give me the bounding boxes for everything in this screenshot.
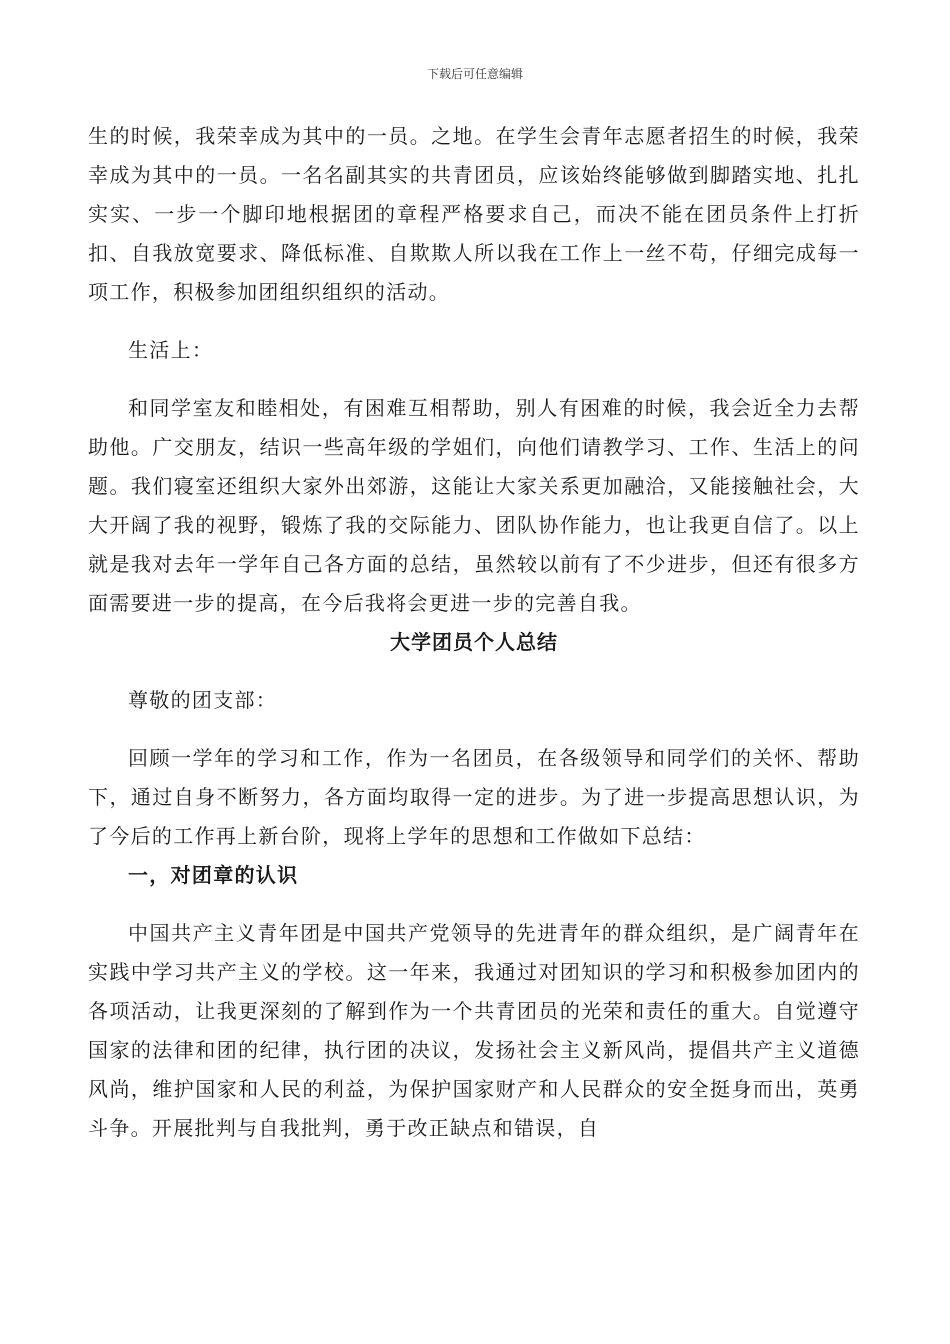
salutation: 尊敬的团支部： (128, 688, 278, 712)
paragraph-life: 和同学室友和睦相处，有困难互相帮助，别人有困难的时候，我会近全力去帮助他。广交朋友，结识一些高年级的学姐们，向他们请教学习、工作、生活上的问题。我们寝室还组织大家外出郊游，这能让大家关系更加融洽，又能接触社会，大大开阔了我的视野，锻炼了我的交际能力、团队协作能力，也让我更自信了。以上就是我对去年一学年自己各方面的总结，虽然较以前有了不少进步，但还有很多方面需要进一步的提高，在今后我将会更进一步的完善自我。 (88, 396, 860, 615)
paragraph-continuation: 生的时候，我荣幸成为其中的一员。之地。在学生会青年志愿者招生的时候，我荣幸成为其中的一员。一名名副其实的共青团员，应该始终能够做到脚踏实地、扎扎实实、一步一个脚印地根据团的章程严格要求自己，而决不能在团员条件上打折扣、自我放宽要求、降低标准、自欺欺人所以我在工作上一丝不苟，仔细完成每一项工作，积极参加团组织组织的活动。 (88, 124, 860, 304)
page-header: 下载后可任意编辑 (426, 67, 523, 81)
paragraph-review: 回顾一学年的学习和工作，作为一名团员，在各级领导和同学们的关怀、帮助下，通过自身不断努力，各方面均取得一定的进步。为了进一步提高思想认识，为了今后的工作再上新台阶，现将上学年的思想和工作做如下总结： (88, 746, 860, 848)
document-body (88, 117, 860, 1148)
paragraph-league-charter: 中国共产主义青年团是中国共产党领导的先进青年的群众组织，是广阔青年在实践中学习共产主义的学校。这一年来，我通过对团知识的学习和积极参加团内的各项活动，让我更深刻的了解到作为一个共青团员的光荣和责任的重大。自觉遵守国家的法律和团的纪律，执行团的决议，发扬社会主义新风尚，提倡共产主义道德风尚，维护国家和人民的利益，为保护国家财产和人民群众的安全挺身而出，英勇斗争。开展批判与自我批判，勇于改正缺点和错误，自 (88, 921, 860, 1140)
section-heading: 一，对团章的认识 (128, 863, 299, 887)
life-label: 生活上： (128, 338, 214, 362)
document-title: 大学团员个人总结 (390, 630, 558, 654)
